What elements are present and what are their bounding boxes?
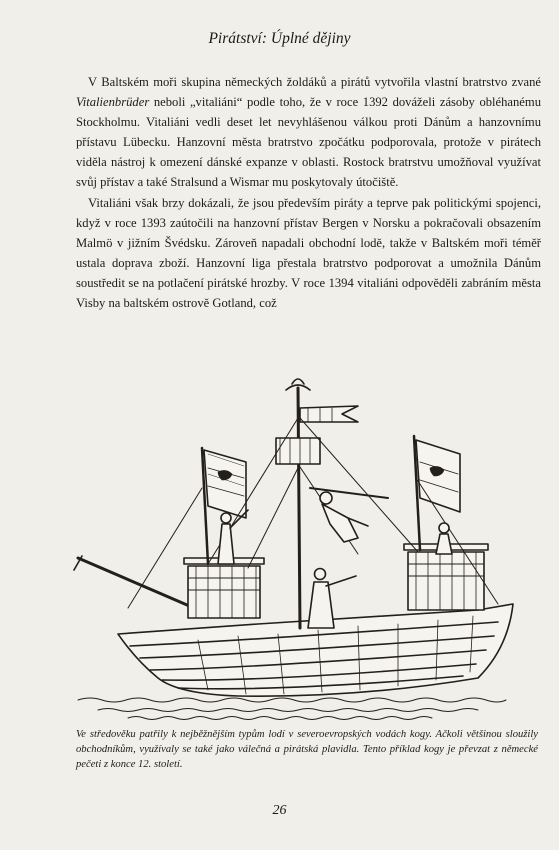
figure-caption: Ve středověku patřily k nejběžnějším typům lodí v severoevropských vodách kogy. Ačkoli většinou sloužily obchodníkům, využívaly se také jako válečná a pirátská plavidla. Tento příklad kogy je převzat z německé pečeti z konce 12. století. <box>76 729 538 770</box>
main-pennant <box>300 406 358 422</box>
aft-banner <box>416 440 460 512</box>
cog-ship-illustration <box>58 378 528 720</box>
main-mast <box>298 388 300 628</box>
fore-castle <box>184 558 264 618</box>
fore-banner <box>204 450 246 518</box>
page-number: 26 <box>272 803 287 818</box>
sailor-right <box>436 523 452 554</box>
running-header: Pirátství: Úplné dějiny <box>208 30 351 47</box>
vitalienbruder-term: Vitalienbrüder <box>76 95 150 110</box>
main-text <box>76 72 541 313</box>
paragraph-1 <box>76 72 541 193</box>
sailor-left <box>218 510 248 564</box>
paragraph-2: Vitaliáni však brzy dokázali, že jsou především piráty a teprve pak politickými spojenci, když v roce 1393 zaútočili na hanzovní přístav Bergen v Norsku a pokračovali obsazením Malmö v jižním Švédsku. Zároveň napadali obchodní lodě, takže v Baltském moři téměř ustala doprava zboží. Hanzovní liga přestala bratrstvo podporovat a umožnila Dánům soustředit se na potlačení pirátské hrozby. V roce 1394 vitaliáni odpověděli zabráním města Visby na baltském ostrově Gotland, což <box>76 195 541 311</box>
p1-start: V Baltském moři skupina německých žoldáků a pirátů vytvořila vlastní bratrstvo zvané <box>88 75 541 89</box>
sea-waves <box>78 698 506 720</box>
p1-end: neboli „vitaliáni“ podle toho, že v roce 1392 dováželi zásoby obléhanému Stockholmu. Vitaliáni vedli deset let nevyhlášenou válkou proti Dánům a hanzovnímu přístavu Lübecku. Hanzovní města bratrstvo zpočátku podporovala, protože v pirátech viděla nástroj k omezení dánské expanze v oblasti. Rostock bratrstvu umožňoval využívat svůj přístav a také Stralsund a Wismar mu poskytovaly útočiště. <box>76 95 541 190</box>
climbing-sailor <box>320 492 368 542</box>
